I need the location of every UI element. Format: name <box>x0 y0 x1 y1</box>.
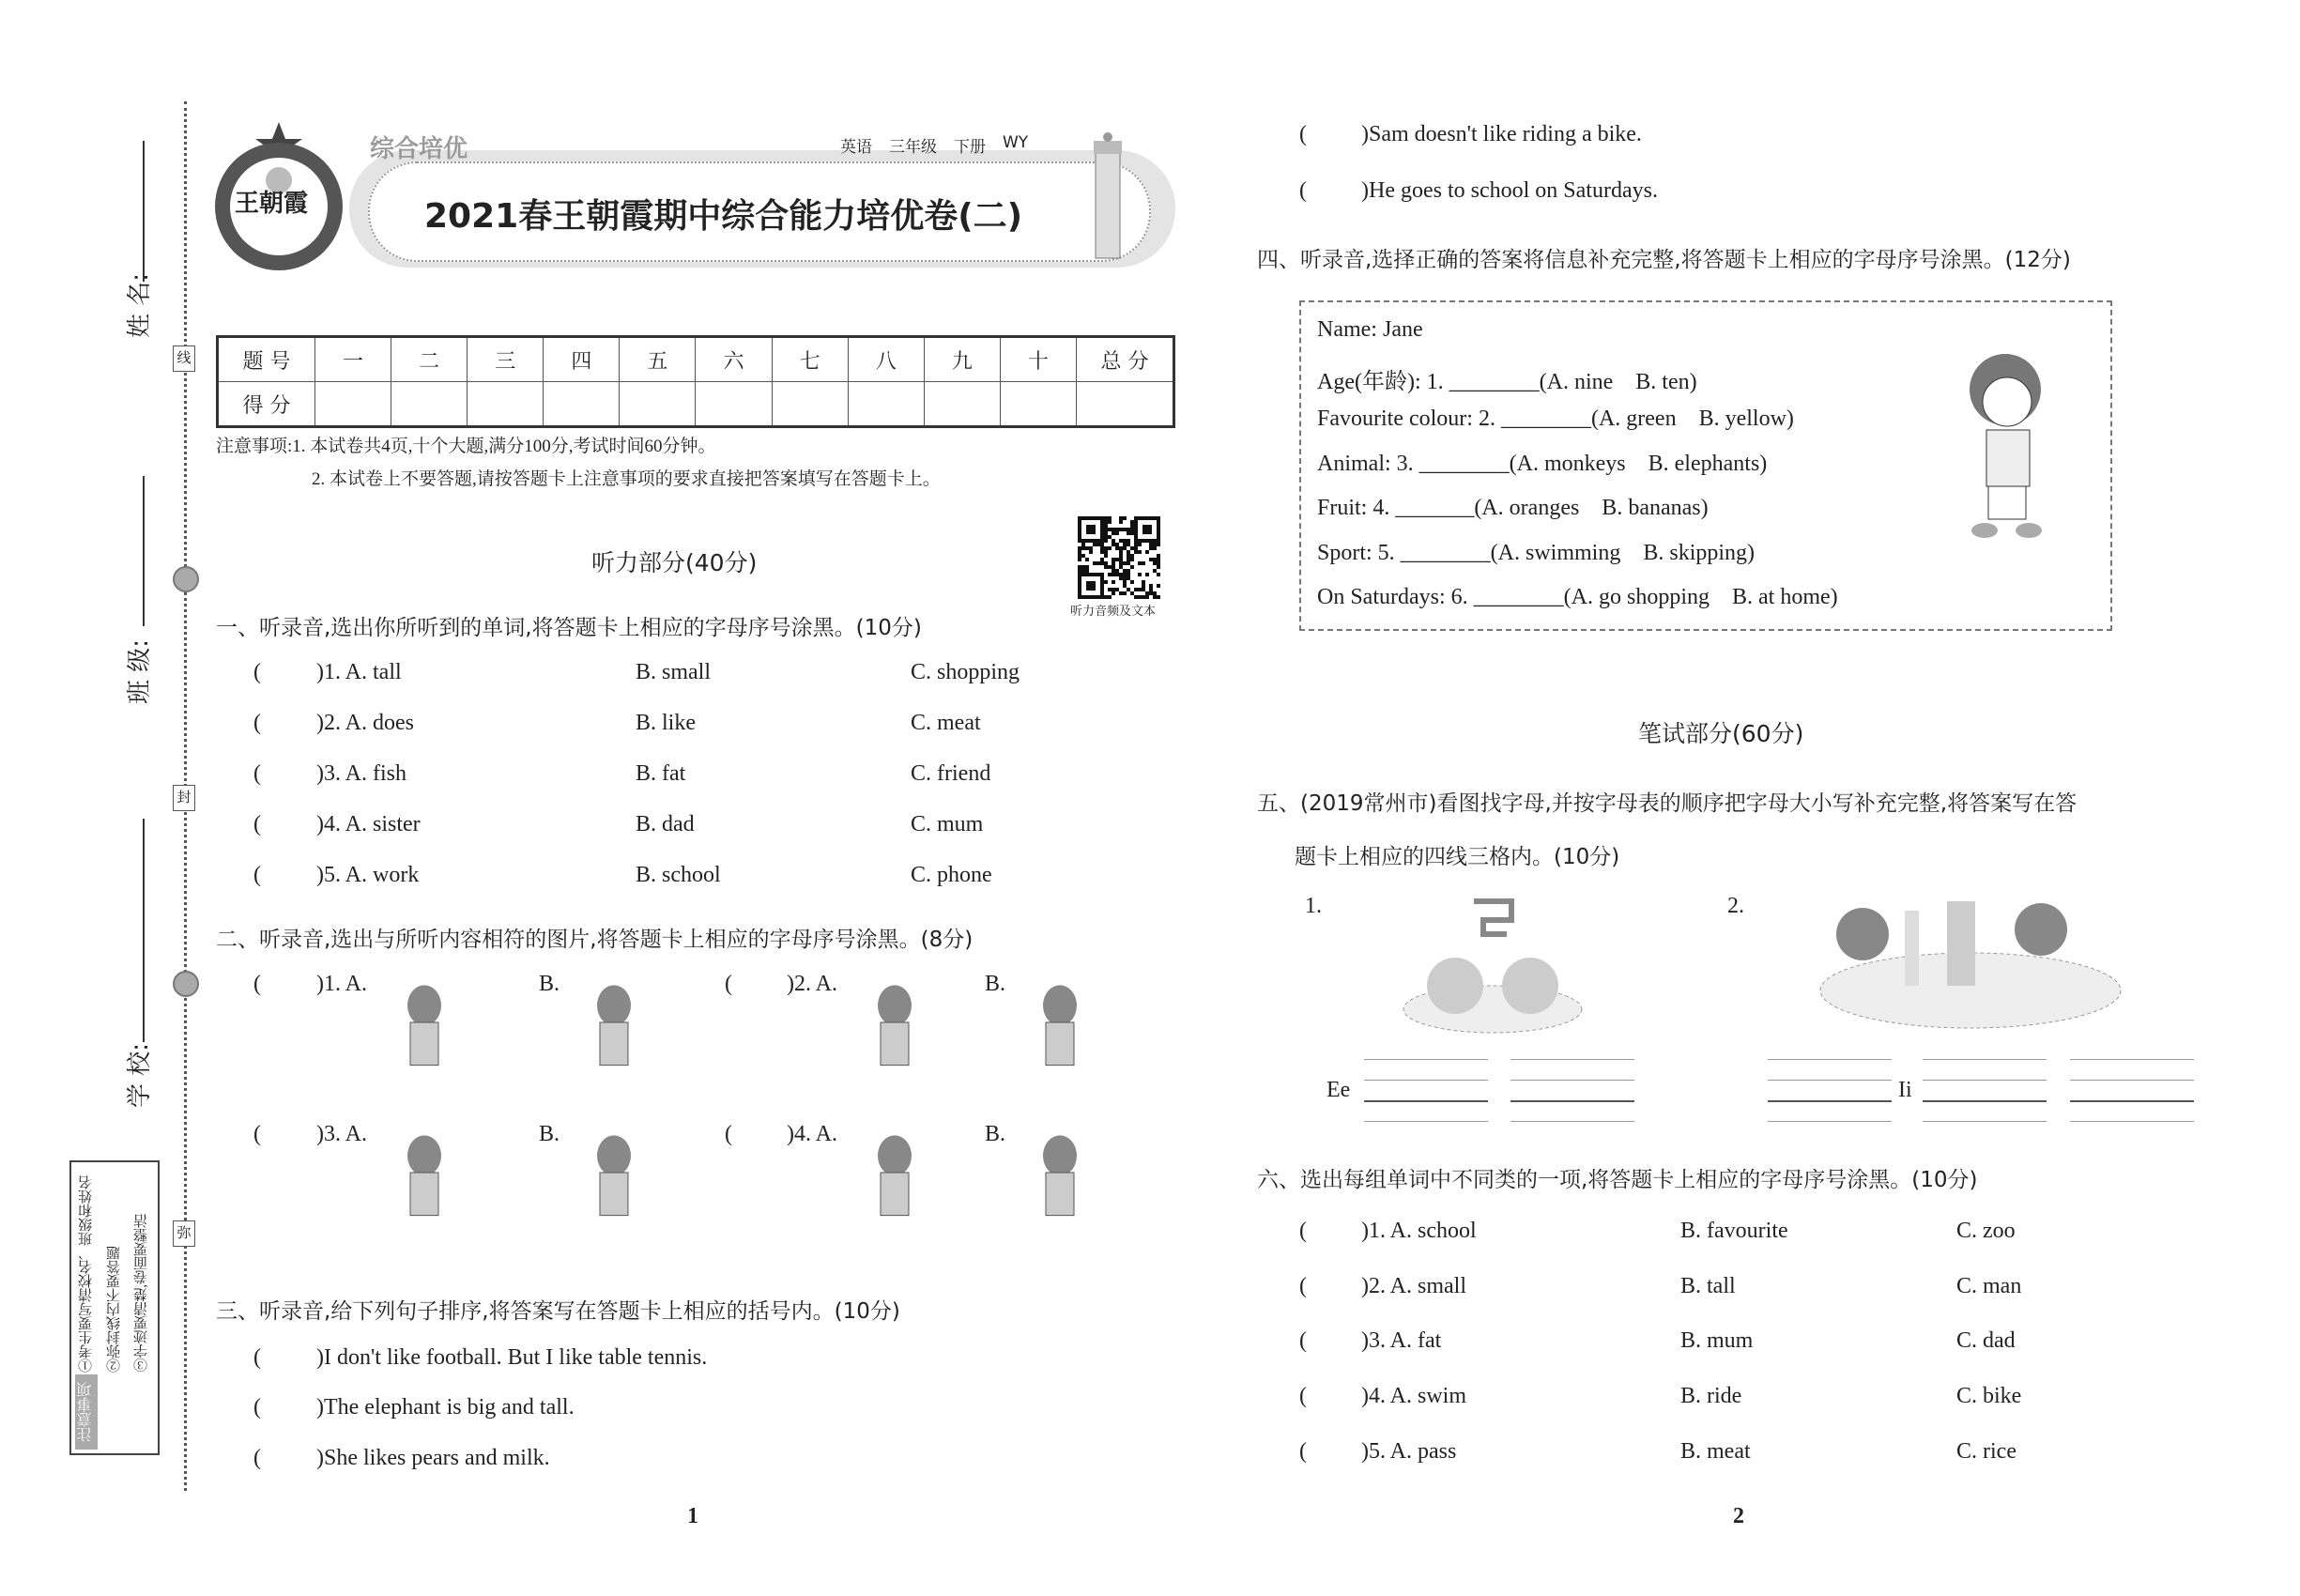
section-5-title: 五、(2019常州市)看图找字母,并按字母表的顺序把字母大小写补充完整,将答案写在答 <box>1257 791 2078 816</box>
option-b: B. school <box>636 863 721 887</box>
score-cell[interactable] <box>468 382 544 427</box>
question-number: 2. <box>1727 894 1744 918</box>
score-table-header: 一 <box>315 337 391 382</box>
sentence: )He goes to school on Saturdays. <box>1361 178 1658 203</box>
option-b-label: B. <box>985 1122 1006 1146</box>
option-b-label: B. <box>985 972 1006 996</box>
score-table-header: 二 <box>391 337 468 382</box>
answer-paren[interactable]: ( <box>253 1122 261 1146</box>
class-label: 班 级: <box>126 638 154 704</box>
score-table-header: 七 <box>772 337 848 382</box>
score-table-header: 四 <box>544 337 620 382</box>
info-line: On Saturdays: 6. ________(A. go shopping B. at home) <box>1317 585 1838 609</box>
answer-paren[interactable]: ( <box>253 1345 261 1370</box>
four-line-grid[interactable] <box>2070 1059 2194 1121</box>
note-2: 2. 本试卷上不要答题,请按答题卡上注意事项的要求直接把答案填写在答题卡上。 <box>312 469 941 489</box>
info-line: Age(年龄): 1. ________(A. nine B. ten) <box>1317 369 1697 394</box>
option-a: )1. A. tall <box>316 660 402 684</box>
given-letters: Ee <box>1326 1078 1351 1102</box>
book-meta <box>840 133 1028 157</box>
option-a: )2. A. does <box>316 711 414 735</box>
option-a: )3. A. fat <box>1361 1328 1442 1354</box>
option-c: C. phone <box>911 863 992 887</box>
option-c: C. dad <box>1956 1328 2016 1354</box>
option-b: B. mum <box>1680 1328 1754 1354</box>
option-a: )1. A. school <box>1361 1219 1477 1243</box>
given-letters: Ii <box>1898 1078 1912 1102</box>
score-row-label: 得 分 <box>218 382 315 427</box>
subject: 英语 <box>840 138 872 157</box>
notice-line: ①考生要写清校名、班级和姓名 <box>79 1175 94 1373</box>
section-4-title: 四、听录音,选择正确的答案将信息补充完整,将答题卡上相应的字母序号涂黑。(12分) <box>1257 248 2071 272</box>
option-c: C. mum <box>911 812 984 836</box>
writing-section-title: 笔试部分(60分) <box>1638 720 1804 747</box>
picture-option-b <box>1013 966 1107 1079</box>
answer-paren[interactable]: ( <box>253 1446 261 1470</box>
logo-text: 王朝霞 <box>235 190 309 218</box>
answer-paren[interactable]: ( <box>253 972 261 996</box>
answer-paren[interactable]: ( <box>1299 1273 1307 1298</box>
score-cell[interactable] <box>544 382 620 427</box>
answer-paren[interactable]: ( <box>1299 1219 1307 1243</box>
option-a: )5. A. work <box>316 863 420 887</box>
class-field[interactable] <box>143 476 145 626</box>
score-cell[interactable] <box>1077 382 1174 427</box>
section-1-title: 一、听录音,选出你所听到的单词,将答题卡上相应的字母序号涂黑。(10分) <box>216 616 922 640</box>
lighthouse-icon <box>1084 131 1131 263</box>
letter-picture-1 <box>1399 892 1587 1037</box>
score-cell[interactable] <box>620 382 696 427</box>
notice-line: ②弥封线内不要答题 <box>107 1246 122 1373</box>
score-table-header: 八 <box>848 337 924 382</box>
section-3-title: 三、听录音,给下列句子排序,将答案写在答题卡上相应的括号内。(10分) <box>216 1299 900 1324</box>
score-table-header: 六 <box>696 337 772 382</box>
option-a-label: )3. A. <box>316 1122 367 1146</box>
question-number: 1. <box>1305 894 1322 918</box>
section-2-title: 二、听录音,选出与所听内容相符的图片,将答题卡上相应的字母序号涂黑。(8分) <box>216 928 974 952</box>
score-cell[interactable] <box>1000 382 1076 427</box>
girl-jane-illustration <box>1949 347 2080 545</box>
edition: WY <box>1003 133 1029 152</box>
option-b: B. ride <box>1680 1384 1742 1409</box>
score-table-header: 九 <box>924 337 1000 382</box>
answer-paren[interactable]: ( <box>1299 1328 1307 1354</box>
school-field[interactable] <box>143 819 145 1042</box>
picture-option-b <box>567 1116 661 1229</box>
option-c: C. shopping <box>911 660 1020 684</box>
answer-paren[interactable]: ( <box>253 711 261 735</box>
info-line: Name: Jane <box>1317 317 1423 342</box>
score-cell[interactable] <box>696 382 772 427</box>
score-table <box>216 335 1175 428</box>
score-table-score-row <box>218 382 1174 427</box>
exam-title: 2021春王朝霞期中综合能力培优卷(二) <box>424 197 1023 236</box>
option-b-label: B. <box>539 972 560 996</box>
answer-paren[interactable]: ( <box>725 1122 732 1146</box>
score-table-label: 题 号 <box>218 337 315 382</box>
sentence: )Sam doesn't like riding a bike. <box>1361 122 1642 146</box>
sentence: )The elephant is big and tall. <box>316 1395 575 1420</box>
picture-option-a <box>377 1116 471 1229</box>
school-label: 学 校: <box>126 1042 154 1108</box>
cut-mark-xian: 线 <box>173 345 195 372</box>
answer-paren[interactable]: ( <box>1299 122 1307 146</box>
picture-option-a <box>848 1116 942 1229</box>
answer-paren[interactable]: ( <box>1299 1384 1307 1409</box>
score-cell[interactable] <box>315 382 391 427</box>
picture-option-b <box>567 966 661 1079</box>
option-c: C. zoo <box>1956 1219 2016 1243</box>
score-table-header: 总 分 <box>1077 337 1174 382</box>
option-b: B. small <box>636 660 712 684</box>
info-line: Animal: 3. ________(A. monkeys B. elephants) <box>1317 451 1768 476</box>
option-a-label: )2. A. <box>787 972 837 996</box>
sentence: )I don't like football. But I like table tennis. <box>316 1345 708 1370</box>
option-a: )5. A. pass <box>1361 1438 1457 1464</box>
option-b: B. favourite <box>1680 1219 1788 1243</box>
answer-paren[interactable]: ( <box>253 761 261 786</box>
info-line: Fruit: 4. _______(A. oranges B. bananas) <box>1317 496 1709 520</box>
answer-paren[interactable]: ( <box>253 1395 261 1420</box>
option-c: C. man <box>1956 1273 2022 1298</box>
answer-paren[interactable]: ( <box>1299 1438 1307 1464</box>
answer-paren[interactable]: ( <box>725 972 732 996</box>
option-b: B. dad <box>636 812 695 836</box>
option-b: B. tall <box>1680 1273 1736 1298</box>
four-line-grid[interactable] <box>1510 1059 1634 1121</box>
score-cell[interactable] <box>772 382 848 427</box>
option-c: C. rice <box>1956 1438 2016 1464</box>
exam-notice-box <box>69 1160 160 1455</box>
score-cell[interactable] <box>848 382 924 427</box>
option-a-label: )4. A. <box>787 1122 837 1146</box>
answer-paren[interactable]: ( <box>1299 178 1307 203</box>
picture-option-b <box>1013 1116 1107 1229</box>
name-label: 姓 名: <box>126 272 154 338</box>
score-cell[interactable] <box>924 382 1000 427</box>
option-c: C. meat <box>911 711 981 735</box>
page-number: 2 <box>1733 1504 1744 1528</box>
series-label: 综合培优 <box>370 135 468 163</box>
option-b: B. meat <box>1680 1438 1751 1464</box>
picture-option-a <box>848 966 942 1079</box>
page-number: 1 <box>687 1504 698 1528</box>
qr-caption: 听力音频及文本 <box>1070 604 1157 618</box>
listening-section-title: 听力部分(40分) <box>591 549 758 576</box>
answer-paren[interactable]: ( <box>253 863 261 887</box>
option-a: )2. A. small <box>1361 1273 1466 1298</box>
notice-line: ③字迹要清楚,卷面要整洁 <box>134 1214 149 1373</box>
cut-mark-feng: 封 <box>173 785 195 811</box>
note-1: 注意事项:1. 本试卷共4页,十个大题,满分100分,考试时间60分钟。 <box>216 437 716 456</box>
option-c: C. bike <box>1956 1384 2022 1409</box>
score-table-header: 十 <box>1000 337 1076 382</box>
answer-paren[interactable]: ( <box>253 660 261 684</box>
volume: 下册 <box>954 138 986 157</box>
four-line-grid[interactable] <box>1923 1059 2047 1121</box>
binding-hole-icon <box>173 971 199 997</box>
info-line: Favourite colour: 2. ________(A. green B. yellow) <box>1317 407 1794 431</box>
option-a: )4. A. sister <box>316 812 421 836</box>
option-a: )4. A. swim <box>1361 1384 1467 1409</box>
answer-paren[interactable]: ( <box>253 812 261 836</box>
qr-code[interactable] <box>1078 516 1160 599</box>
cut-mark-mi: 弥 <box>173 1220 195 1247</box>
option-b-label: B. <box>539 1122 560 1146</box>
section-5-title-cont: 题卡上相应的四线三格内。(10分) <box>1295 845 1620 869</box>
option-a-label: )1. A. <box>316 972 367 996</box>
score-table-header-row <box>218 337 1174 382</box>
binding-hole-icon <box>173 566 199 592</box>
option-b: B. fat <box>636 761 686 786</box>
score-table-header: 五 <box>620 337 696 382</box>
sentence: )She likes pears and milk. <box>316 1446 550 1470</box>
name-field[interactable] <box>143 141 145 282</box>
four-line-grid[interactable] <box>1768 1059 1892 1121</box>
letter-picture-2 <box>1816 892 2125 1033</box>
grade: 三年级 <box>889 138 937 157</box>
info-line: Sport: 5. ________(A. swimming B. skipping) <box>1317 540 1756 565</box>
option-b: B. like <box>636 711 696 735</box>
four-line-grid[interactable] <box>1364 1059 1488 1121</box>
score-table-header: 三 <box>468 337 544 382</box>
notice-title: 注意事项 <box>75 1374 98 1450</box>
section-6-title: 六、选出每组单词中不同类的一项,将答题卡上相应的字母序号涂黑。(10分) <box>1257 1168 1978 1192</box>
option-a: )3. A. fish <box>316 761 406 786</box>
option-c: C. friend <box>911 761 991 786</box>
score-cell[interactable] <box>391 382 468 427</box>
picture-option-a <box>377 966 471 1079</box>
